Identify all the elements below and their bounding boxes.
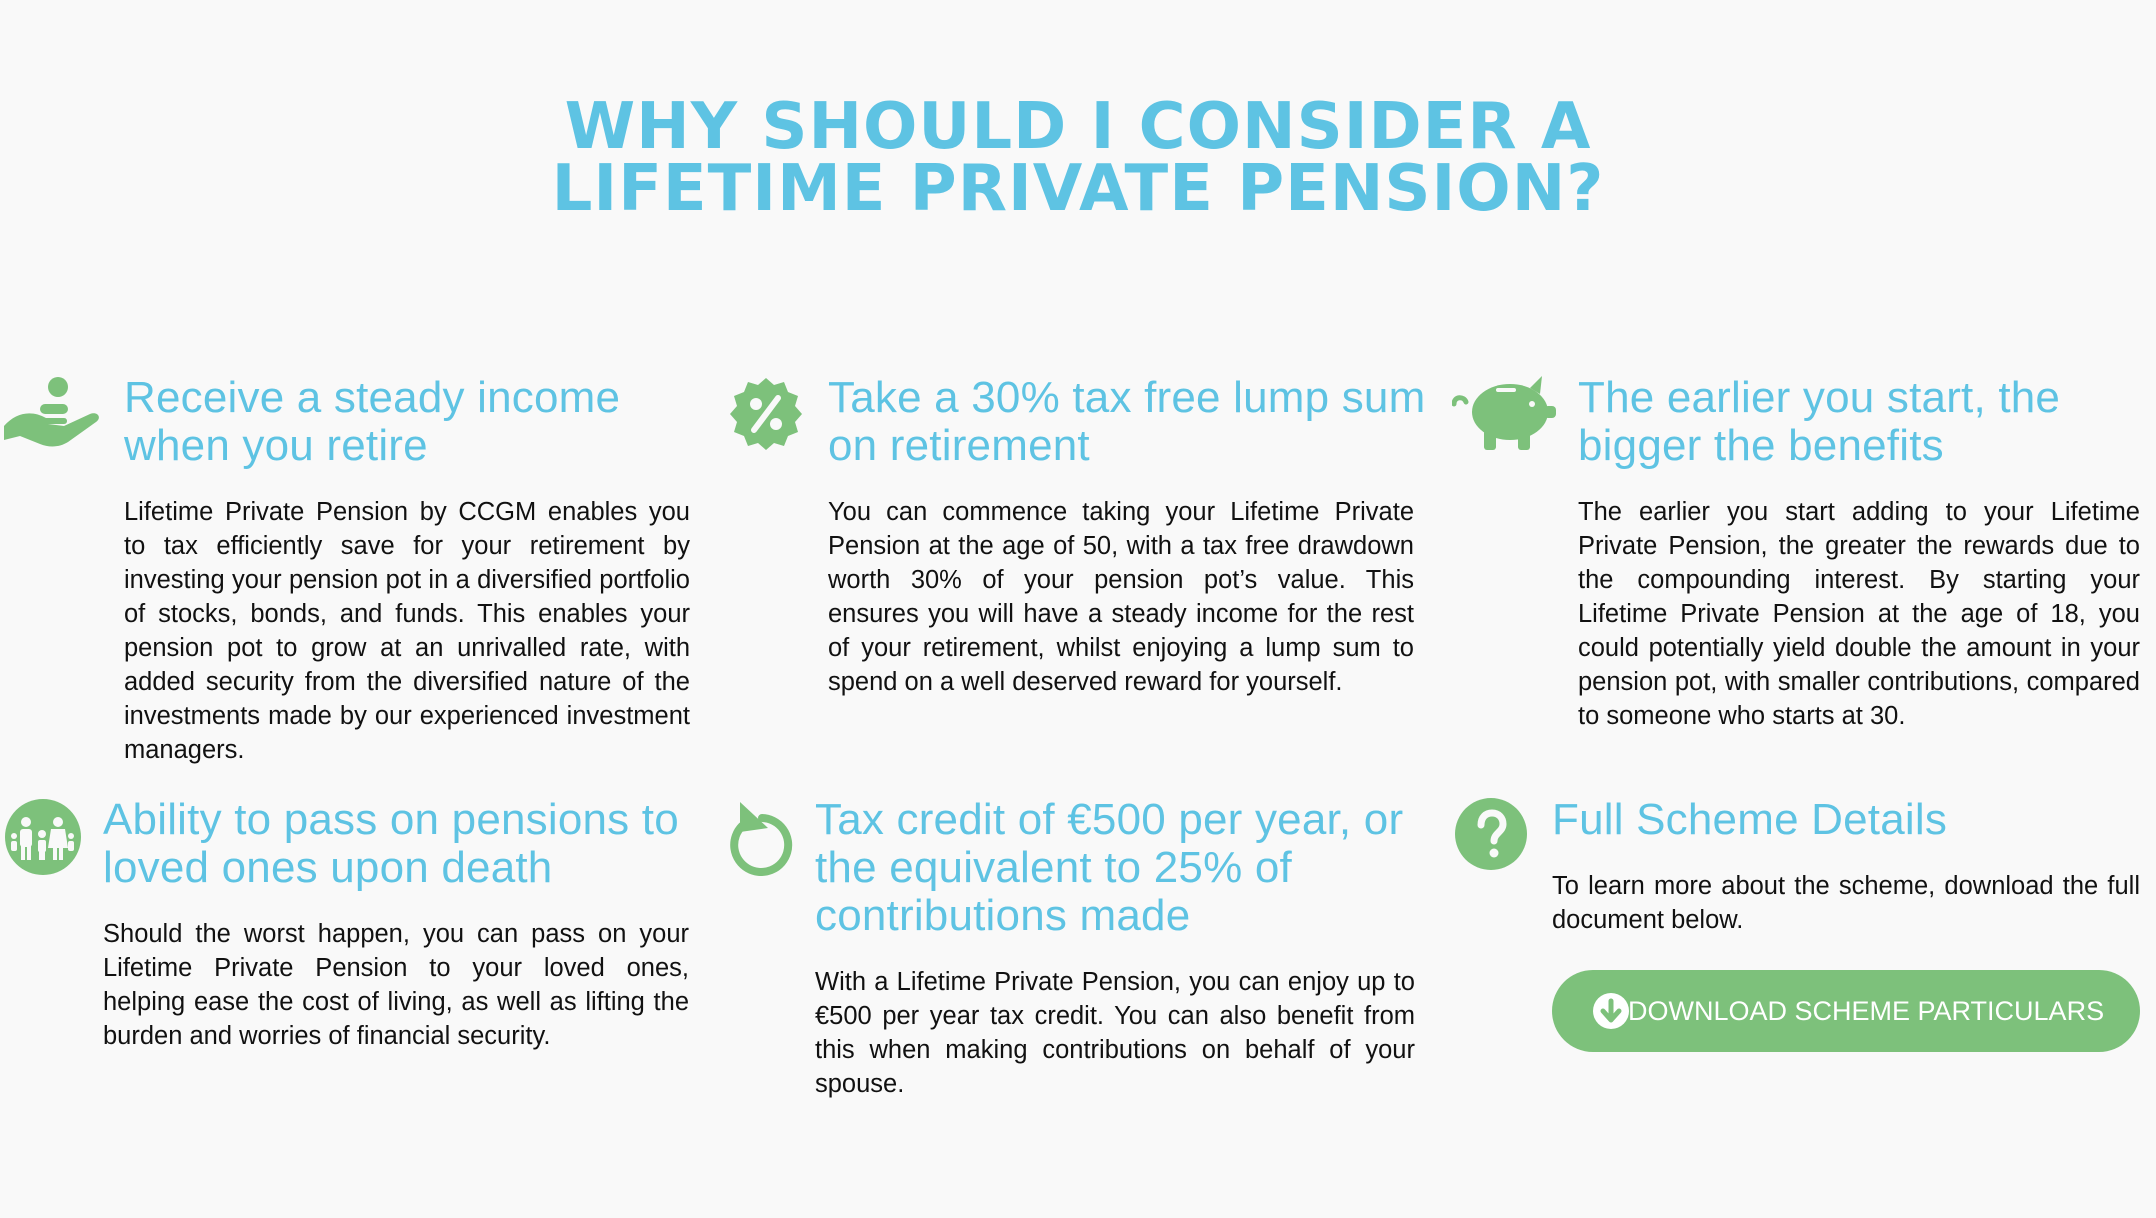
feature-title: The earlier you start, the bigger the benefits xyxy=(1578,373,2061,470)
feature-body: You can commence taking your Lifetime Private Pension at the age of 50, with a tax free drawdown worth 30% of your pension pot’s value. This ensures you will have a steady income for the rest of your retirement, whilst enjoying a lump sum to spend on a well deserved reward for yourself. xyxy=(828,498,1414,696)
question-circle-icon xyxy=(1454,797,1528,871)
feature-body: To learn more about the scheme, download the full document below. xyxy=(1552,872,2140,934)
download-scheme-particulars-button[interactable] xyxy=(1552,970,2140,1052)
feature-body: Lifetime Private Pension by CCGM enables you to tax efficiently save for your retirement by investing your pension pot in a diversified portfolio of stocks, bonds, and funds. This enables your pension pot to grow at an unrivalled rate, with added security from the diversified nature of the investments made by our experienced investment managers. xyxy=(124,498,690,764)
feature-body: The earlier you start adding to your Lifetime Private Pension, the greater the rewards due to the compounding interest. By starting your Lifetime Private Pension at the age of 18, you could potentially yield double the amount in your pension pot, with smaller contributions, compared to someone who starts at 30. xyxy=(1578,498,2140,730)
page-title-line-1: WHY SHOULD I CONSIDER A xyxy=(564,90,1592,164)
piggy-bank-icon xyxy=(1452,374,1556,452)
feature-title: Tax credit of €500 per year, or the equivalent to 25% of contributions made xyxy=(815,795,1404,940)
page-title-line-2: LIFETIME PRIVATE PENSION? xyxy=(551,152,1605,226)
feature-body: Should the worst happen, you can pass on your Lifetime Private Pension to your loved ones, helping ease the cost of living, as well as lifting the burden and worries of financial security. xyxy=(103,920,689,1050)
refresh-arrow-icon xyxy=(728,800,794,876)
feature-title: Ability to pass on pensions to loved ones upon death xyxy=(103,795,679,892)
feature-title: Full Scheme Details xyxy=(1552,795,1948,844)
feature-body: With a Lifetime Private Pension, you can enjoy up to €500 per year tax credit. You can also benefit from this when making contributions on behalf of your spouse. xyxy=(815,968,1415,1098)
percent-badge-icon xyxy=(728,376,804,452)
feature-title: Receive a steady income when you retire xyxy=(124,373,621,470)
download-arrow-icon xyxy=(1592,992,1630,1030)
family-icon xyxy=(4,798,82,876)
feature-title: Take a 30% tax free lump sum on retirement xyxy=(828,373,1426,470)
hand-coin-icon xyxy=(2,374,102,450)
page-title xyxy=(0,90,2156,226)
download-button-label: DOWNLOAD SCHEME PARTICULARS xyxy=(1628,996,2105,1026)
